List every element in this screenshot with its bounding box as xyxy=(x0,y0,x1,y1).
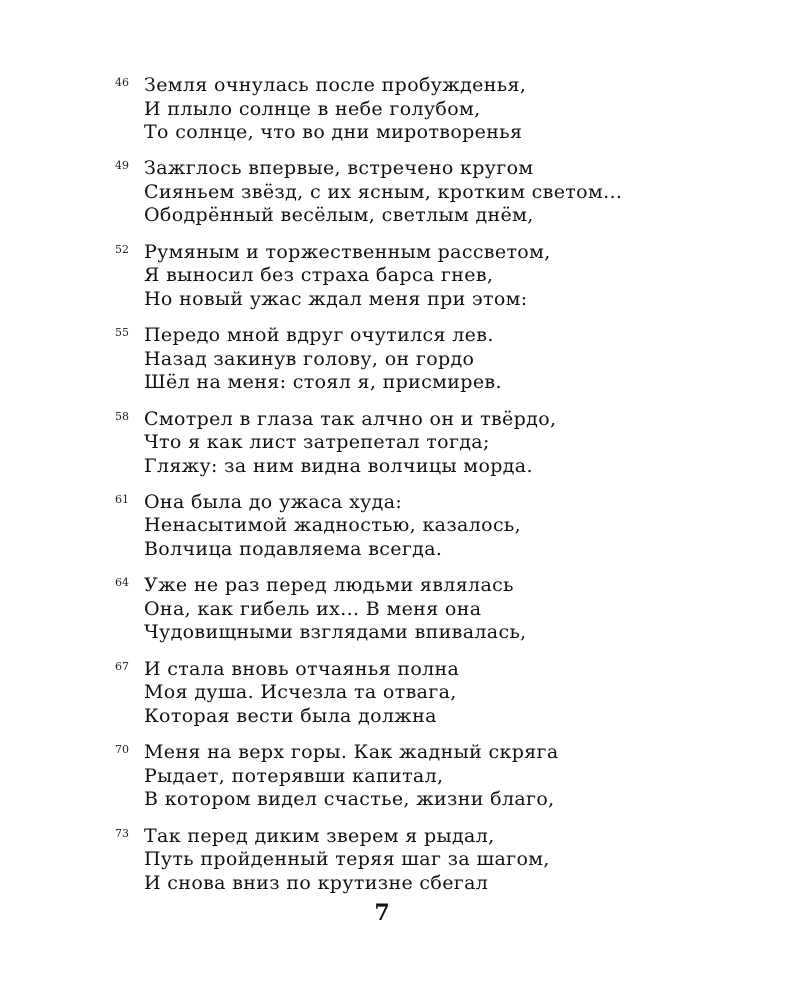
verse-line: Которая вести была должна xyxy=(144,704,437,727)
verse-line: Что я как лист затрепетал тогда; xyxy=(144,431,490,454)
verse-line: Она была до ужаса худа: xyxy=(144,490,403,513)
verse-line: Моя душа. Исчезла та отвага, xyxy=(144,681,457,704)
stanza xyxy=(115,741,715,824)
verse-line: Волчица подавляема всегда. xyxy=(144,537,443,560)
verse-line: Путь пройденный теряя шаг за шагом, xyxy=(144,848,550,871)
verse-line: Ободрённый весёлым, светлым днём, xyxy=(144,204,534,227)
line-number: 58 xyxy=(115,409,129,423)
verse-line: Но новый ужас ждал меня при этом: xyxy=(144,287,528,310)
stanza xyxy=(115,157,715,240)
verse-line: Уже не раз перед людьми являлась xyxy=(144,574,514,597)
verse-line: Шёл на меня: стоял я, присмирев. xyxy=(144,371,502,394)
verse-line: Я выносил без страха барса гнев, xyxy=(144,264,494,287)
line-number: 73 xyxy=(115,826,129,840)
verse-line: Румяным и торжественным рассветом, xyxy=(144,240,551,263)
verse-line: Ненасытимой жадностью, казалось, xyxy=(144,514,522,537)
verse-line: Назад закинув голову, он гордо xyxy=(144,347,475,370)
verse-line: То солнце, что во дни миротворенья xyxy=(144,121,523,143)
stanza xyxy=(115,74,715,157)
verse-line: Сияньем звёзд, с их ясным, кротким светом... xyxy=(144,180,623,203)
line-number: 49 xyxy=(115,159,129,173)
verse-line: И снова вниз по крутизне сбегал xyxy=(144,871,489,894)
stanza xyxy=(115,658,715,741)
line-number: 52 xyxy=(115,242,129,256)
verse-line: Так перед диким зверем я рыдал, xyxy=(144,824,495,847)
line-number: 67 xyxy=(115,659,129,673)
stanza xyxy=(115,491,715,574)
stanza xyxy=(115,574,715,657)
line-number: 61 xyxy=(115,492,129,506)
poem-text xyxy=(115,74,715,908)
verse-line: Передо мной вдруг очутился лев. xyxy=(144,324,494,347)
verse-line: Смотрел в глаза так алчно он и твёрдо, xyxy=(144,407,557,430)
page-number: 7 xyxy=(374,900,390,926)
verse-line: Она, как гибель их... В меня она xyxy=(144,597,482,620)
verse-line: Гляжу: за ним видна волчицы морда. xyxy=(144,454,533,477)
verse-line: Рыдает, потерявши капитал, xyxy=(144,764,444,787)
verse-line: Меня на верх горы. Как жадный скряга xyxy=(144,741,559,764)
verse-line: И плыло солнце в небе голубом, xyxy=(144,97,481,120)
verse-line: И стала вновь отчаянья полна xyxy=(144,657,460,680)
line-number: 64 xyxy=(115,576,129,590)
stanza xyxy=(115,324,715,407)
stanza xyxy=(115,825,715,908)
verse-line: Земля очнулась после пробужденья, xyxy=(144,74,527,96)
verse-line: Чудовищными взглядами впивалась, xyxy=(144,621,527,644)
verse-line: Зажглось впервые, встречено кругом xyxy=(144,157,534,180)
line-number: 55 xyxy=(115,326,129,340)
stanza xyxy=(115,241,715,324)
stanza xyxy=(115,408,715,491)
line-number: 70 xyxy=(115,743,129,757)
line-number: 46 xyxy=(115,76,129,89)
verse-line: В котором видел счастье, жизни благо, xyxy=(144,788,555,811)
